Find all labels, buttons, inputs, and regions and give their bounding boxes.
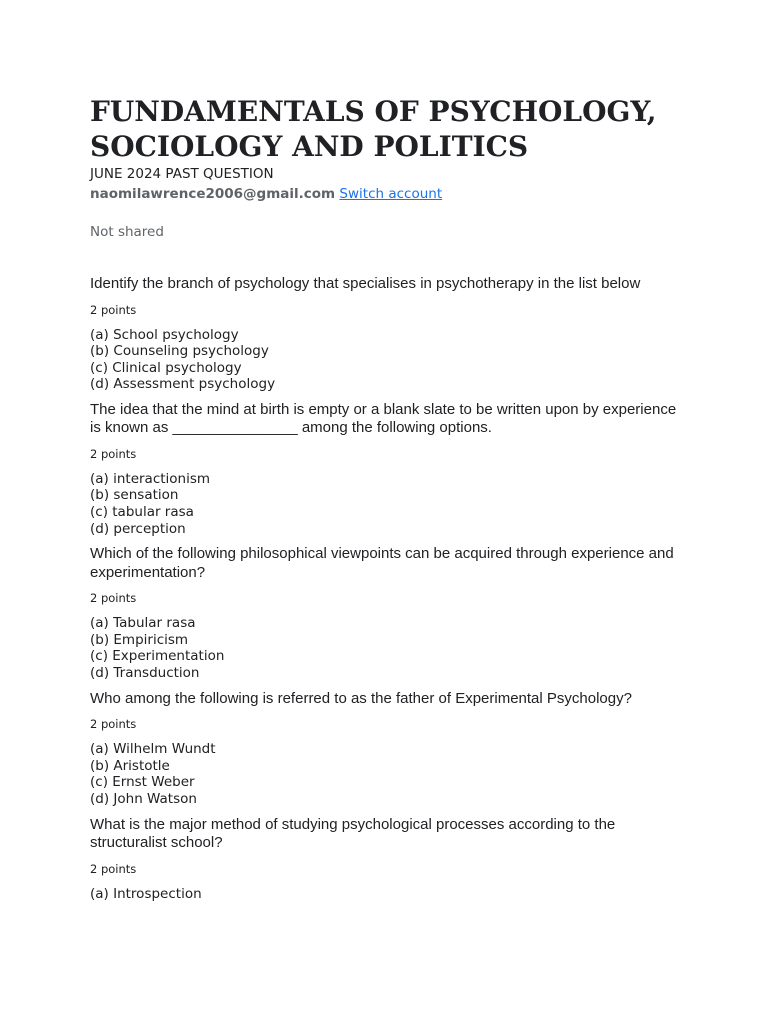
option-list — [90, 471, 690, 537]
option-list — [90, 886, 690, 903]
question-points: 2 points — [90, 446, 137, 461]
option-list — [90, 615, 690, 681]
form-title-line-2: SOCIOLOGY AND POLITICS — [90, 130, 529, 163]
question-points: 2 points — [90, 717, 137, 732]
question-5 — [90, 816, 690, 903]
question-2 — [90, 401, 690, 537]
option-item: (b) Aristotle — [90, 757, 170, 774]
option-item: (a) Introspection — [90, 885, 202, 902]
option-item: (c) Experimentation — [90, 648, 225, 665]
question-text: Identify the branch of psychology that specialises in psychotherapy in the list below — [90, 275, 641, 292]
question-3 — [90, 545, 690, 681]
option-item: (b) Empiricism — [90, 631, 189, 648]
question-points: 2 points — [90, 591, 137, 606]
option-item: (b) Counseling psychology — [90, 343, 269, 360]
option-item: (a) School psychology — [90, 326, 239, 343]
option-list — [90, 327, 690, 393]
option-item: (c) tabular rasa — [90, 504, 194, 521]
question-text: The idea that the mind at birth is empty or a blank slate to be written upon by experience is known as _______________ among the following options. — [90, 400, 677, 437]
question-text: What is the major method of studying psychological processes according to the structuralist school? — [90, 815, 616, 851]
not-shared-notice: Not shared — [90, 224, 164, 240]
option-item: (d) John Watson — [90, 790, 197, 807]
option-item: (d) perception — [90, 520, 186, 537]
question-list — [90, 275, 690, 902]
option-item: (b) sensation — [90, 487, 179, 504]
account-email: naomilawrence2006@gmail.com — [90, 186, 336, 202]
form-title — [90, 94, 690, 164]
question-points: 2 points — [90, 861, 137, 876]
form-title-line-1: FUNDAMENTALS OF PSYCHOLOGY, — [90, 95, 657, 128]
option-item: (a) Wilhelm Wundt — [90, 741, 216, 758]
question-points: 2 points — [90, 302, 137, 317]
question-1 — [90, 275, 690, 393]
question-text: Who among the following is referred to as the father of Experimental Psychology? — [90, 689, 632, 707]
switch-account-link[interactable]: Switch account — [339, 186, 443, 202]
option-item: (a) Tabular rasa — [90, 615, 196, 632]
option-item: (c) Ernst Weber — [90, 774, 195, 791]
question-4 — [90, 690, 690, 808]
form-page — [90, 94, 690, 910]
option-item: (c) Clinical psychology — [90, 359, 242, 376]
option-item: (a) interactionism — [90, 470, 211, 487]
option-list — [90, 741, 690, 807]
form-subtitle: JUNE 2024 PAST QUESTION — [90, 166, 274, 182]
option-item: (d) Transduction — [90, 665, 200, 682]
option-item: (d) Assessment psychology — [90, 376, 276, 393]
account-row — [90, 184, 690, 204]
question-text: Which of the following philosophical viewpoints can be acquired through experience and experimentation? — [90, 545, 674, 581]
